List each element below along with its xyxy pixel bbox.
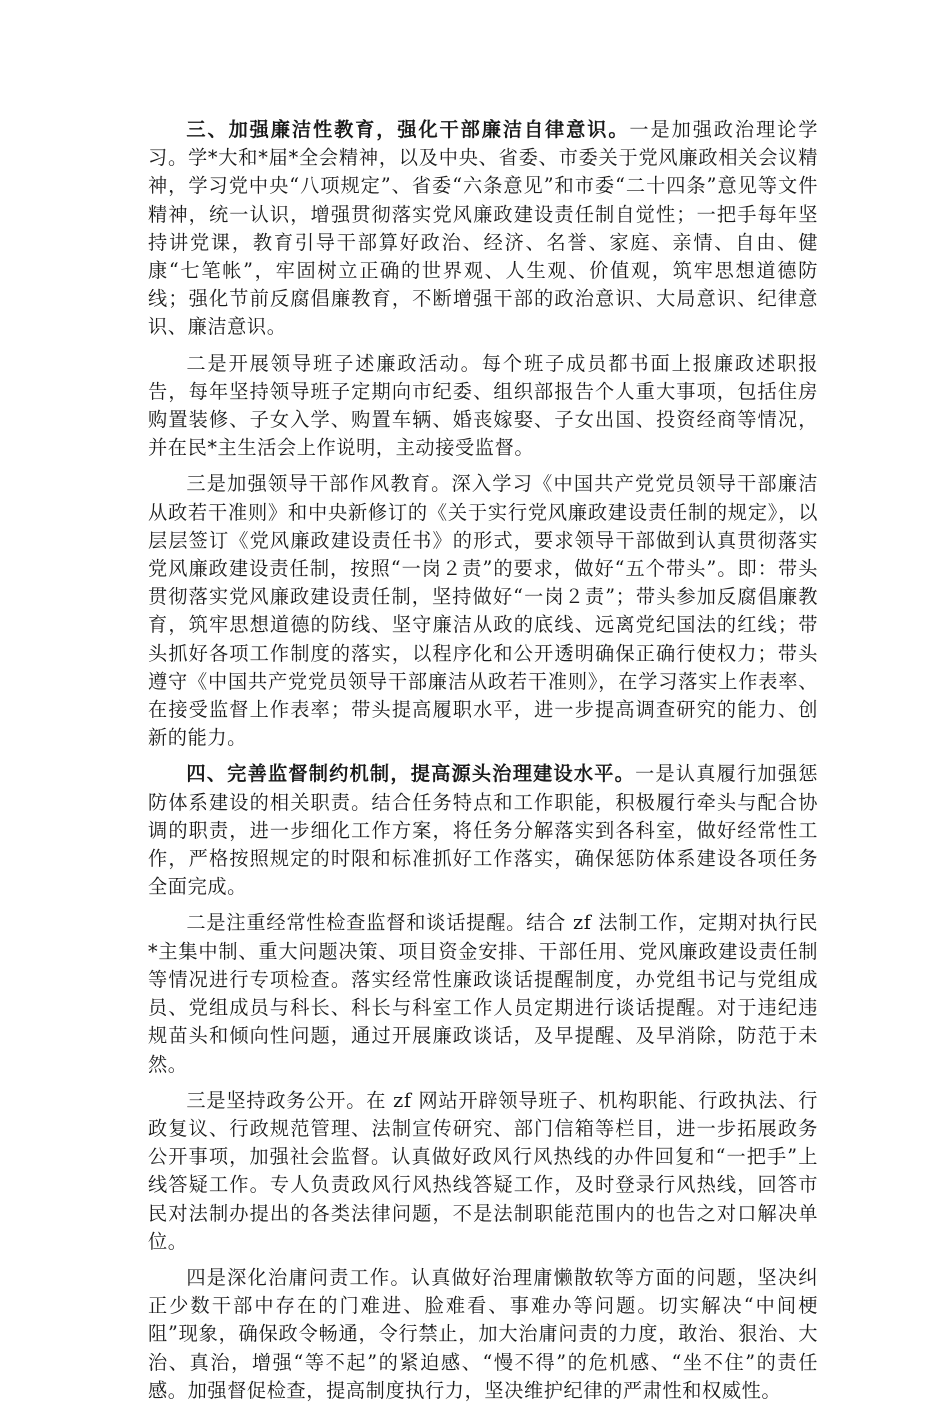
paragraph-section-4-item-2	[148, 909, 818, 1078]
paragraph-section-3-item-2	[148, 350, 818, 463]
paragraph-text: 二是开展领导班子述廉政活动。每个班子成员都书面上报廉政述职报告，每年坚持领导班子定期向市纪委、组织部报告个人重大事项，包括住房购置装修、子女入学、购置车辆、婚丧嫁娶、子女出国、投资经商等情况，并在民*主生活会上作说明，主动接受监督。	[148, 351, 818, 460]
section-heading-4: 四、完善监督制约机制，提高源头治理建设水平。	[186, 762, 636, 786]
paragraph-section-4-item-4	[148, 1264, 818, 1405]
paragraph-section-3-intro	[148, 116, 818, 342]
paragraph-section-4-item-3	[148, 1087, 818, 1256]
paragraph-text: 二是注重经常性检查监督和谈话提醒。结合 zf 法制工作，定期对执行民*主集中制、重大问题决策、项目资金安排、干部任用、党风廉政建设责任制等情况进行专项检查。落实经常性廉政谈话提醒制度，办党组书记与党组成员、党组成员与科长、科长与科室工作人员定期进行谈话提醒。对于违纪违规苗头和倾向性问题，通过开展廉政谈话，及早提醒、及早消除，防范于未然。	[148, 911, 818, 1076]
paragraph-section-3-item-3	[148, 470, 818, 752]
paragraph-section-4-intro	[148, 760, 818, 901]
document-body	[148, 116, 818, 1413]
paragraph-text: 三是加强领导干部作风教育。深入学习《中国共产党党员领导干部廉洁从政若干准则》和中央新修订的《关于实行党风廉政建设责任制的规定》，以层层签订《党风廉政建设责任书》的形式，要求领导干部做到认真贯彻落实党风廉政建设责任制，按照“一岗２责”的要求，做好“五个带头”。即：带头贯彻落实党风廉政建设责任制，坚持做好“一岗２责”；带头参加反腐倡廉教育，筑牢思想道德的防线、坚守廉洁从政的底线、远离党纪国法的红线；带头抓好各项工作制度的落实，以程序化和公开透明确保正确行使权力；带头遵守《中国共产党党员领导干部廉洁从政若干准则》，在学习落实上作表率、在接受监督上作表率；带头提高履职水平，进一步提高调查研究的能力、创新的能力。	[148, 472, 818, 750]
paragraph-text: 四是深化治庸问责工作。认真做好治理庸懒散软等方面的问题，坚决纠正少数干部中存在的门难进、脸难看、事难办等问题。切实解决“中间梗阻”现象，确保政令畅通，令行禁止，加大治庸问责的力度，敢治、狠治、大治、真治，增强“等不起”的紧迫感、“慢不得”的危机感、“坐不住”的责任感。加强督促检查，提高制度执行力，坚决维护纪律的严肃性和权威性。	[148, 1265, 818, 1402]
paragraph-text: 一是认真履行加强惩防体系建设的相关职责。结合任务特点和工作职能，积极履行牵头与配合协调的职责，进一步细化工作方案，将任务分解落实到各科室，做好经常性工作，严格按照规定的时限和标准抓好工作落实，确保惩防体系建设各项任务全面完成。	[148, 762, 818, 899]
section-heading-3: 三、加强廉洁性教育，强化干部廉洁自律意识。	[186, 118, 630, 141]
paragraph-text: 三是坚持政务公开。在 zf 网站开辟领导班子、机构职能、行政执法、行政复议、行政规范管理、法制宣传研究、部门信箱等栏目，进一步拓展政务公开事项，加强社会监督。认真做好政风行风热线的办件回复和“一把手”上线答疑工作。专人负责政风行风热线答疑工作，及时登录行风热线，回答市民对法制办提出的各类法律问题，不是法制职能范围内的也告之对口解决单位。	[148, 1088, 818, 1253]
paragraph-text: 一是加强政治理论学习。学*大和*届*全会精神，以及中央、省委、市委关于党风廉政相关会议精神，学习党中央“八项规定”、省委“六条意见”和市委“二十四条”意见等文件精神，统一认识，增强贯彻落实党风廉政建设责任制自觉性；一把手每年坚持讲党课，教育引导干部算好政治、经济、名誉、家庭、亲情、自由、健康“七笔帐”，牢固树立正确的世界观、人生观、价值观，筑牢思想道德防线；强化节前反腐倡廉教育，不断增强干部的政治意识、大局意识、纪律意识、廉洁意识。	[148, 118, 818, 339]
